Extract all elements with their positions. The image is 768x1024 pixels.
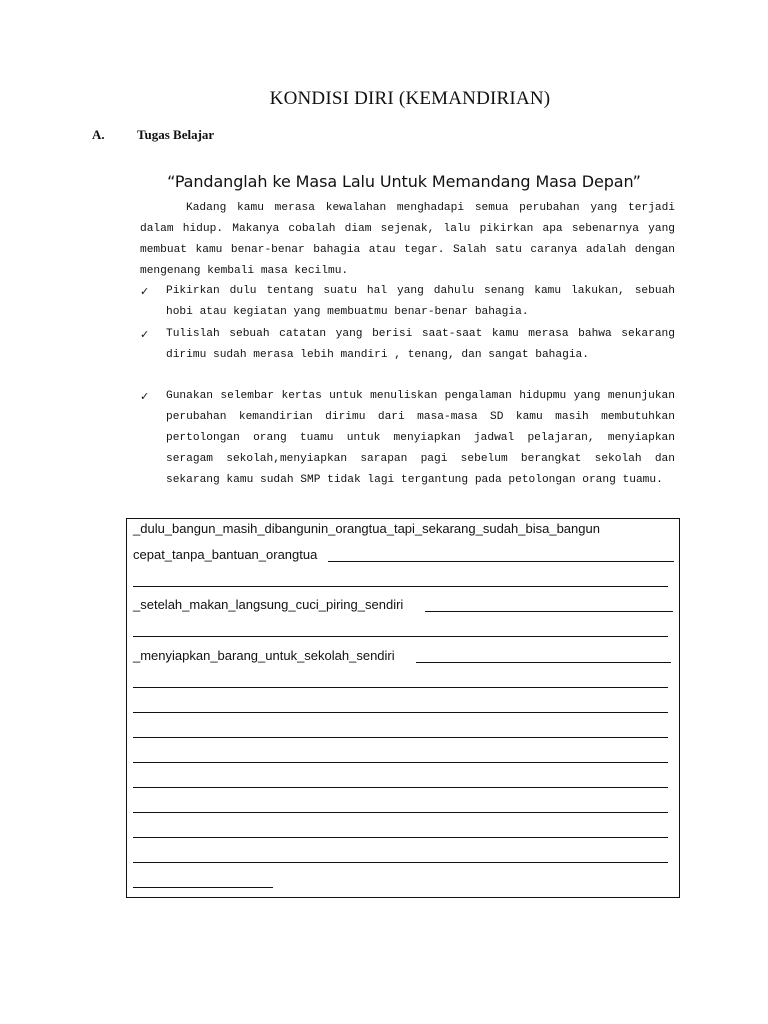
intro-paragraph: Kadang kamu merasa kewalahan menghadapi semua perubahan yang terjadi dalam hidup. Makanya cobalah diam sejenak, lalu pikirkan apa sebenarnya yang membuat kamu benar-benar bahagia atau tegar. Salah satu caranya adalah dengan mengenang kembali masa kecilmu. [140,202,675,277]
answer-rule [416,662,671,663]
answer-rule [133,636,668,637]
answer-rule [425,611,673,612]
answer-rule [133,812,668,813]
answer-box [126,518,680,898]
check-icon: ✓ [140,328,150,341]
section-heading [92,127,214,143]
check-icon: ✓ [140,390,150,403]
answer-line-2: cepat_tanpa_bantuan_orangtua [133,547,318,562]
section-label: Tugas Belajar [137,127,215,142]
answer-line-1: _dulu_bangun_masih_dibangunin_orangtua_tapi_sekarang_sudah_bisa_bangun [133,521,600,536]
answer-rule [133,787,668,788]
bullet-text: Tulislah sebuah catatan yang berisi saat-saat kamu merasa bahwa sekarang dirimu sudah merasa lebih mandiri , tenang, dan sangat bahagia. [166,328,675,361]
bullet-text: Pikirkan dulu tentang suatu hal yang dahulu senang kamu lakukan, sebuah hobi atau kegiatan yang membuatmu benar-benar bahagia. [166,285,675,318]
bullet-item [140,281,675,323]
answer-rule [328,561,674,562]
answer-line-3: _setelah_makan_langsung_cuci_piring_sendiri [133,597,404,612]
page-title: KONDISI DIRI (KEMANDIRIAN) [269,88,551,109]
check-icon: ✓ [140,285,150,298]
bullet-text: Gunakan selembar kertas untuk menuliskan pengalaman hidupmu yang menunjukan perubahan kemandirian dirimu dari masa-masa SD kamu masih membutuhkan pertolongan orang tuamu untuk menyiapkan jadwal pelajaran, menyiapkan seragam sekolah,menyiapkan sarapan pagi sebelum berangkat sekolah dan sekarang kamu sudah SMP tidak lagi tergantung pada petolongan orang tuamu. [166,390,675,486]
quote-heading: “Pandanglah ke Masa Lalu Untuk Memandang Masa Depan” [167,172,641,191]
answer-rule [133,762,668,763]
answer-rule [133,837,668,838]
section-number: A. [92,127,105,142]
bullet-item [140,324,675,366]
answer-line-4: _menyiapkan_barang_untuk_sekolah_sendiri [133,648,395,663]
answer-rule [133,862,668,863]
answer-rule [133,712,668,713]
answer-rule [133,687,668,688]
answer-rule [133,586,668,587]
answer-rule [133,887,273,888]
bullet-item [140,386,675,491]
answer-rule [133,737,668,738]
